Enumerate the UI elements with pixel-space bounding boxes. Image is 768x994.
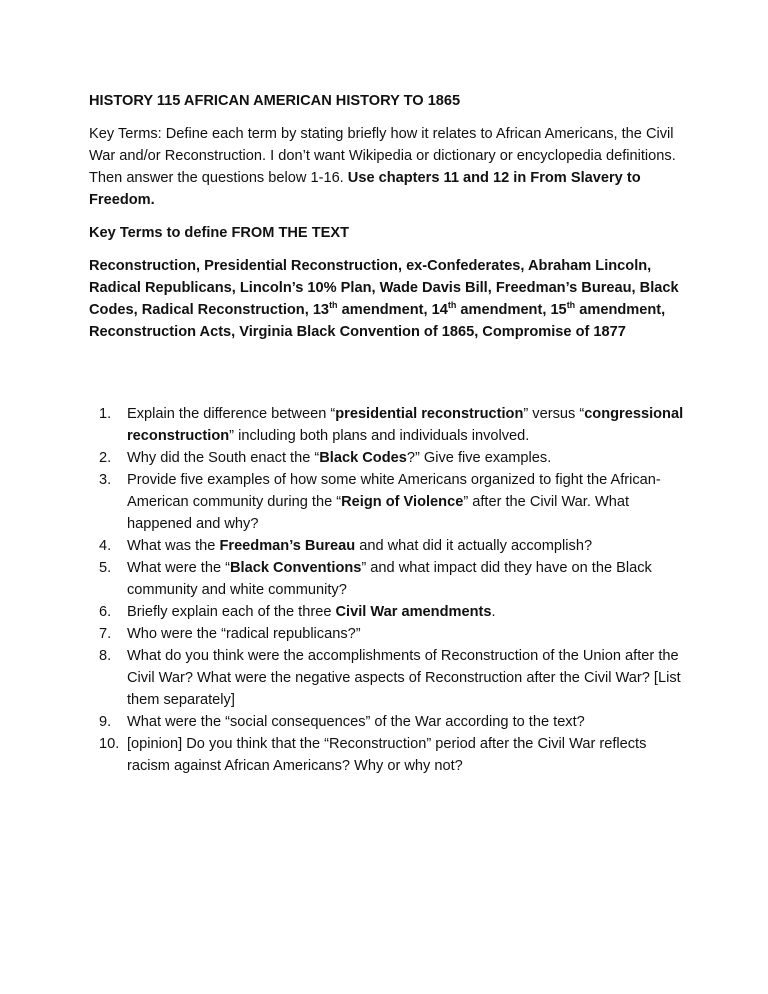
question-text: Reign of Violence — [341, 494, 464, 510]
key-terms-text: Reconstruction, Presidential Reconstruction, ex-Confederates, Abraham Lincoln, Radical Republicans, Lincoln’s 10% Plan, Wade Davis Bill, Freedman’s Bureau, Black Codes, Radical Reconstruction, 13 — [89, 258, 679, 318]
question-text: presidential reconstruction — [335, 406, 524, 422]
question-number: 5. — [99, 560, 112, 576]
key-terms-text: amendment, Reconstruction Acts, Virginia Black Convention of 1865, Compromise of 1877 — [89, 302, 666, 340]
question-item — [89, 645, 689, 711]
question-number: 9. — [99, 714, 112, 730]
ordinal-suffix: th — [447, 300, 457, 311]
question-number: 1. — [99, 406, 112, 422]
question-number: 4. — [99, 538, 112, 554]
question-text: ?” Give five examples. — [406, 450, 552, 466]
document-title — [89, 90, 689, 112]
intro-text: Key Terms: Define each term by stating briefly how it relates to African Americans, the Civil War and/or Reconstruction. I don’t want Wikipedia or dictionary or encyclopedia definitions. Then answer the questions below 1-16. — [89, 126, 676, 186]
question-text: and what did it actually accomplish? — [355, 538, 593, 554]
key-terms-text: amendment, 14 — [337, 302, 448, 318]
question-text: Black Codes — [319, 450, 407, 466]
question-text: ” and what impact did they have on the Black community and white community? — [127, 560, 652, 598]
intro-paragraph — [89, 123, 689, 211]
question-text: What were the “social consequences” of the War according to the text? — [127, 714, 585, 730]
question-item — [89, 535, 689, 557]
key-terms-heading-text: Key Terms to define FROM THE TEXT — [89, 225, 350, 241]
question-item — [89, 447, 689, 469]
question-text: What do you think were the accomplishments of Reconstruction of the Union after the Civil War? What were the negative aspects of Reconstruction after the Civil War? [List them separately] — [127, 648, 681, 708]
question-text: Provide five examples of how some white Americans organized to fight the African-American community during the “ — [127, 472, 661, 510]
questions-list — [89, 403, 689, 777]
question-item — [89, 557, 689, 601]
question-text: Who were the “radical republicans?” — [127, 626, 361, 642]
question-item — [89, 733, 689, 777]
question-item — [89, 403, 689, 447]
question-text: What were the “ — [127, 560, 231, 576]
question-number: 10. — [99, 736, 120, 752]
question-number: 3. — [99, 472, 112, 488]
key-terms-list — [89, 255, 689, 343]
key-terms-heading — [89, 222, 689, 244]
question-text: Briefly explain each of the three — [127, 604, 336, 620]
question-number: 6. — [99, 604, 112, 620]
question-text: Black Conventions — [230, 560, 362, 576]
ordinal-suffix: th — [329, 300, 338, 311]
question-number: 2. — [99, 450, 112, 466]
question-text: ” including both plans and individuals involved. — [229, 428, 530, 444]
question-item — [89, 711, 689, 733]
question-text: Why did the South enact the “ — [127, 450, 320, 466]
question-text: congressional reconstruction — [127, 406, 684, 444]
question-text: Civil War amendments — [335, 604, 492, 620]
question-text: ” after the Civil War. What happened and why? — [127, 494, 630, 532]
intro-bold-text: Use chapters 11 and 12 in From Slavery to Freedom. — [89, 170, 641, 208]
question-text: Explain the difference between “ — [127, 406, 336, 422]
question-text: Freedman’s Bureau — [219, 538, 356, 554]
question-number: 8. — [99, 648, 112, 664]
question-text: ” versus “ — [523, 406, 585, 422]
ordinal-suffix: th — [566, 300, 576, 311]
question-number: 7. — [99, 626, 112, 642]
key-terms-text: amendment, 15 — [456, 302, 567, 318]
question-item — [89, 623, 689, 645]
document-title-text: HISTORY 115 AFRICAN AMERICAN HISTORY TO 1865 — [89, 93, 461, 109]
question-text: What was the — [127, 538, 220, 554]
question-text: [opinion] Do you think that the “Reconstruction” period after the Civil War reflects racism against African Americans? Why or why not? — [127, 736, 647, 774]
question-item — [89, 601, 689, 623]
question-text: . — [491, 604, 496, 620]
question-item — [89, 469, 689, 535]
